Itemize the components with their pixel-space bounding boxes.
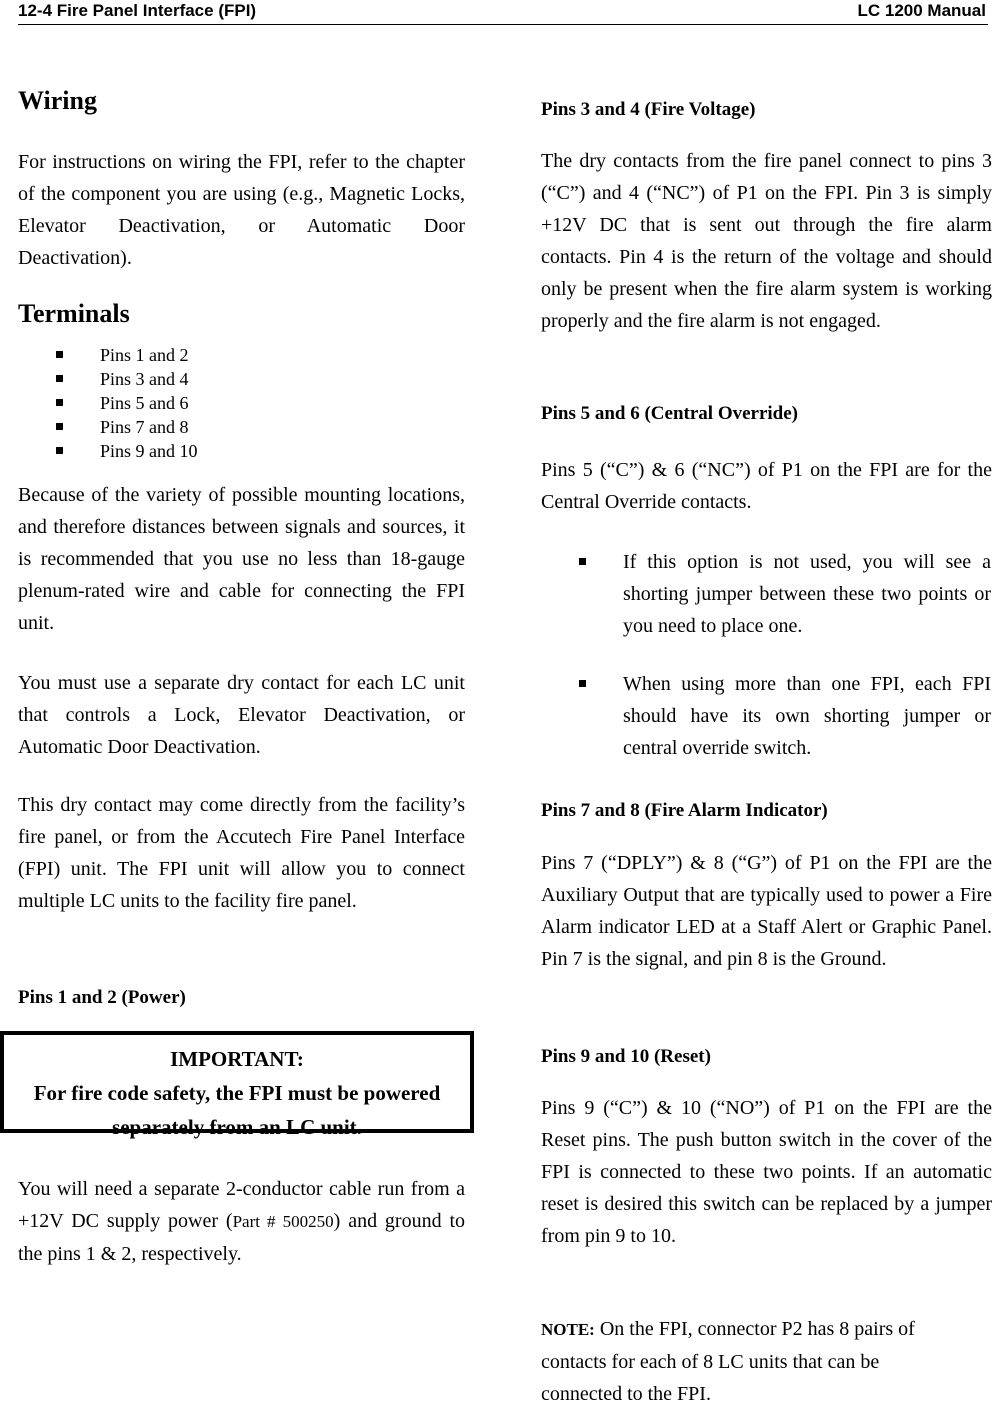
bullet-icon <box>56 399 63 406</box>
bullet-icon <box>56 423 63 430</box>
pins-3-4-heading: Pins 3 and 4 (Fire Voltage) <box>541 99 756 120</box>
power-paragraph: You will need a separate 2-conductor cable run from a +12V DC supply power (Part # 500250) and ground to the pins 1 & 2, respectively. <box>18 1178 465 1265</box>
pins-7-8-heading: Pins 7 and 8 (Fire Alarm Indicator) <box>541 800 828 821</box>
note-block: NOTE: On the FPI, connector P2 has 8 pairs of contacts for each of 8 LC units that can be connected to the FPI. <box>541 1318 915 1405</box>
important-line-2: separately from an LC unit. <box>112 1115 362 1139</box>
pins-3-4-paragraph: The dry contacts from the fire panel connect to pins 3 (“C”) and 4 (“NC”) of P1 on the FPI. Pin 3 is simply +12V DC that is sent out through the fire alarm contacts. Pin 4 is the return of the voltage and should only be present when the fire alarm system is working properly and the fire alarm is not engaged. <box>541 150 992 332</box>
bullet-icon <box>579 558 586 565</box>
important-line-1: For fire code safety, the FPI must be powered <box>33 1081 441 1105</box>
wiring-paragraph: For instructions on wiring the FPI, refer to the chapter of the component you are using (e.g., Magnetic Locks, Elevator Deactivation, or Automatic Door Deactivation). <box>18 151 465 269</box>
bullet-icon <box>56 375 63 382</box>
note-label: NOTE: <box>541 1320 595 1339</box>
pins-9-10-paragraph: Pins 9 (“C”) & 10 (“NO”) of P1 on the FPI are the Reset pins. The push button switch in the cover of the FPI is connected to these two points. If an automatic reset is desired this switch can be replaced by a jumper from pin 9 to 10. <box>541 1097 992 1247</box>
wiring-heading: Wiring <box>18 86 97 115</box>
terminals-heading: Terminals <box>18 299 130 328</box>
mounting-paragraph: Because of the variety of possible mounting locations, and therefore distances between signals and sources, it is recommended that you use no less than 18-gauge plenum-rated wire and cable for connecting the FPI unit. <box>18 484 465 634</box>
bullet-icon <box>56 351 63 358</box>
pins-5-6-paragraph: Pins 5 (“C”) & 6 (“NC”) of P1 on the FPI are for the Central Override contacts. <box>541 459 992 513</box>
pins-5-6-heading: Pins 5 and 6 (Central Override) <box>541 403 799 424</box>
part-number: Part # 500250 <box>232 1212 334 1231</box>
separate-contact-paragraph: You must use a separate dry contact for each LC unit that controls a Lock, Elevator Deactivation, or Automatic Door Deactivation. <box>18 672 465 758</box>
important-title: IMPORTANT: <box>170 1047 304 1071</box>
header-section-title: 12-4 Fire Panel Interface (FPI) <box>18 1 257 20</box>
important-notice-box <box>0 1031 474 1139</box>
page-header <box>18 0 988 25</box>
header-manual-title: LC 1200 Manual <box>857 1 986 20</box>
bullet-icon <box>579 680 586 687</box>
pins-7-8-paragraph: Pins 7 (“DPLY”) & 8 (“G”) of P1 on the FPI are the Auxiliary Output that are typically used to power a Fire Alarm indicator LED at a Staff Alert or Graphic Panel. Pin 7 is the signal, and pin 8 is the Ground. <box>541 852 992 970</box>
pins-1-2-heading: Pins 1 and 2 (Power) <box>18 987 186 1008</box>
dry-contact-paragraph: This dry contact may come directly from the facility’s fire panel, or from the Accutech Fire Panel Interface (FPI) unit. The FPI unit will allow you to connect multiple LC units to the facility fire panel. <box>18 794 465 912</box>
pins-9-10-heading: Pins 9 and 10 (Reset) <box>541 1046 711 1067</box>
bullet-icon <box>56 447 63 454</box>
